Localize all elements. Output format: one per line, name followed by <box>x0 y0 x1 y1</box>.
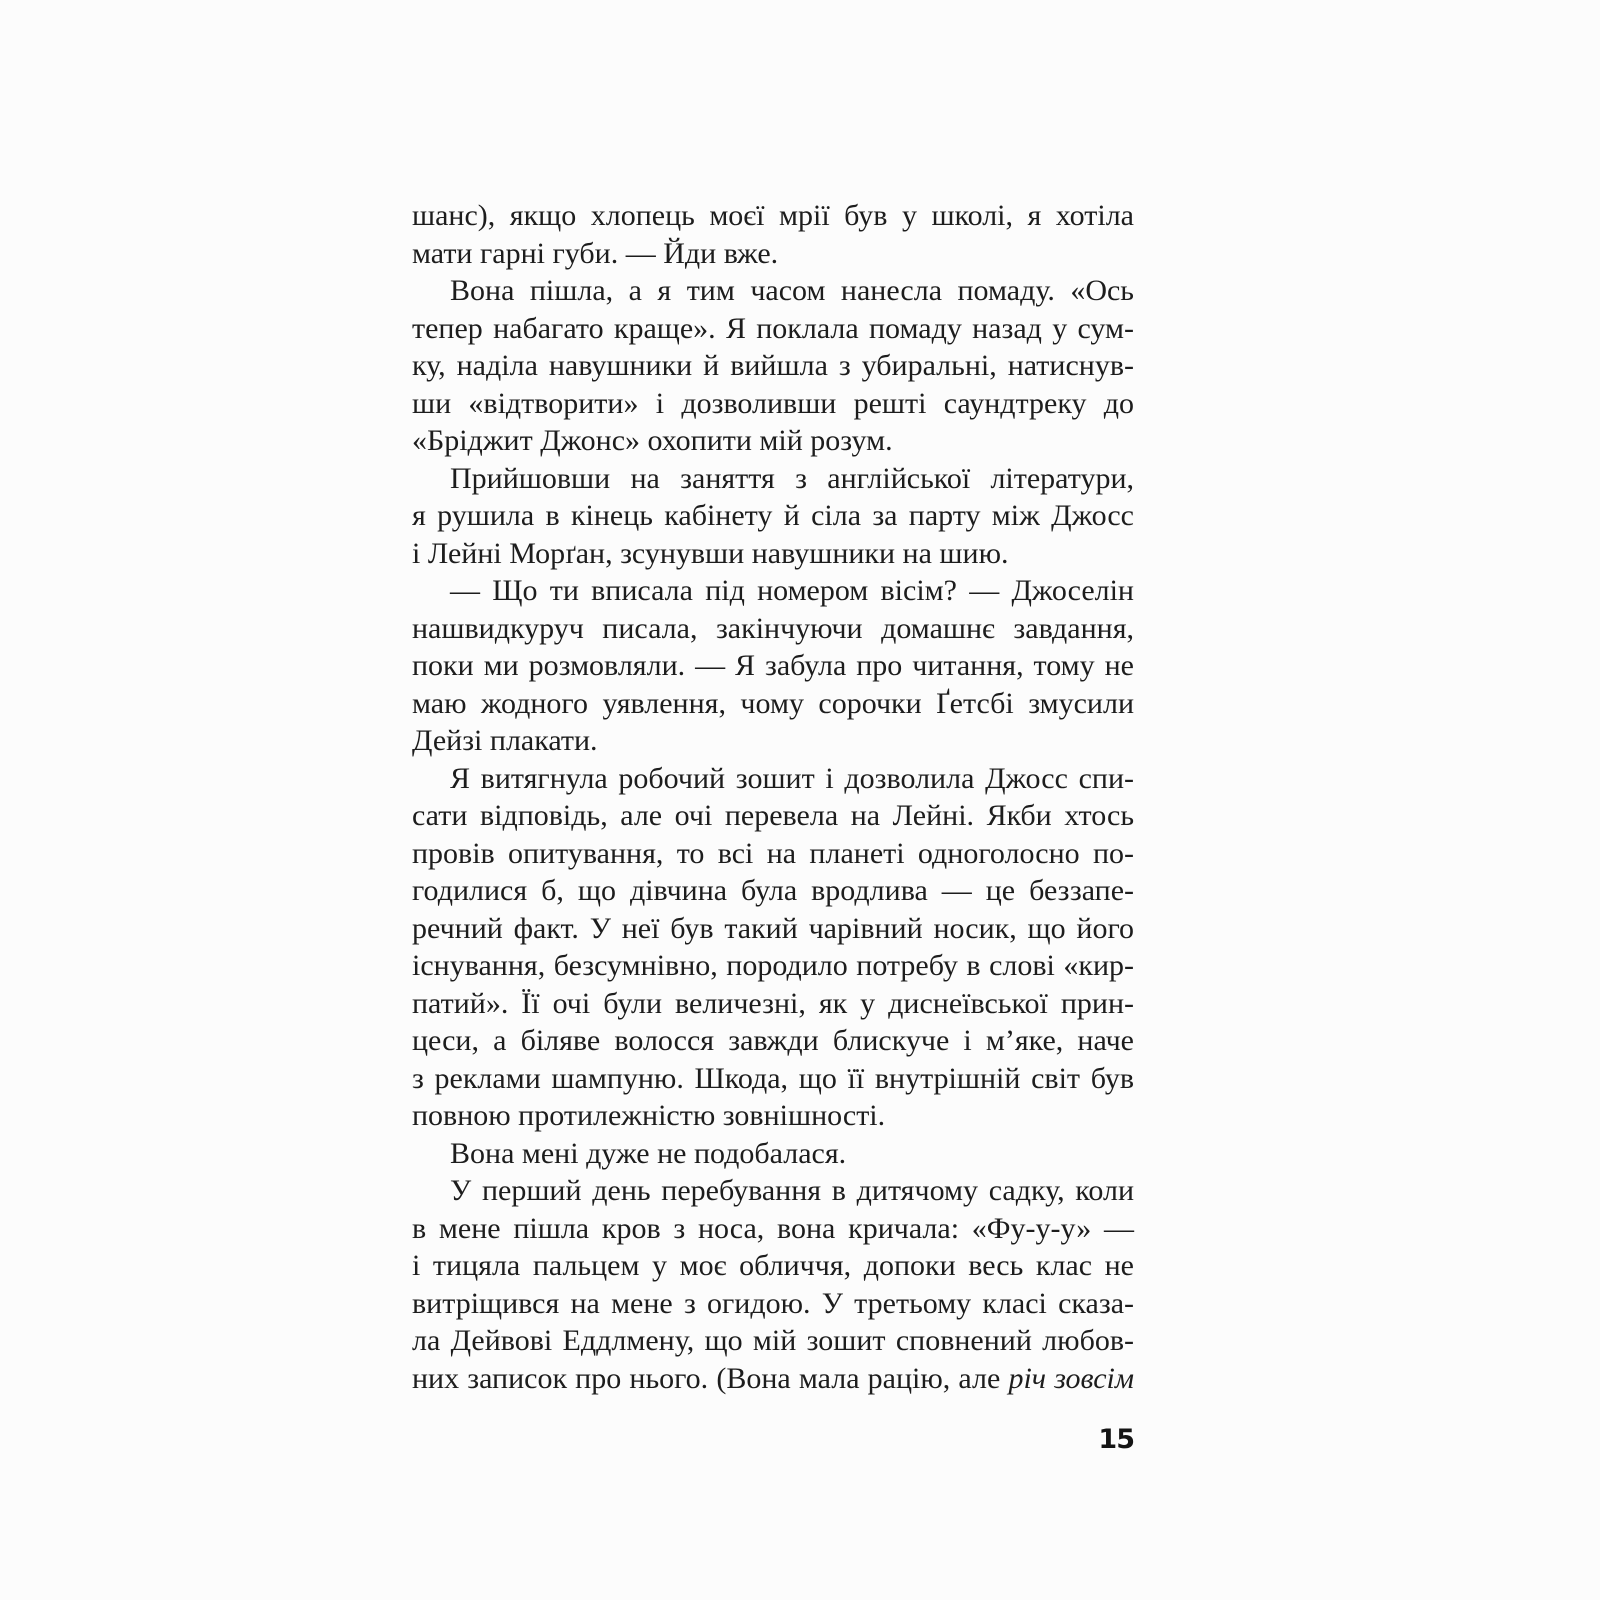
text-line: Вона мені дуже не подобалася. <box>450 1136 847 1170</box>
paragraph <box>412 1135 1134 1173</box>
text-line: сати відповідь, але очі перевела на Лейні. Якби хтось <box>412 799 1134 832</box>
text-line: існування, безсумнівно, породило потребу в слові «кир- <box>412 949 1134 982</box>
page-number: 15 <box>1098 1424 1134 1455</box>
text-segment: них записок про нього. (Вона мала рацію, але <box>412 1361 1009 1395</box>
text-line: маю жодного уявлення, чому сорочки Ґетсбі змусили <box>412 686 1134 720</box>
text-line: цеси, а біляве волосся завжди блискуче і м’яке, наче <box>412 1024 1134 1057</box>
text-line: годилися б, що дівчина була вродлива — це беззапе- <box>412 874 1134 907</box>
paragraph <box>412 197 1134 272</box>
text-line: ку, наділа навушники й вийшла з убиральні, натиснув- <box>412 349 1134 382</box>
text-line: тепер набагато краще». Я поклала помаду назад у сум- <box>412 311 1134 345</box>
paragraph <box>412 1172 1134 1397</box>
page-text-column <box>412 197 1134 1397</box>
text-line: нашвидкуруч писала, закінчуючи домашнє завдання, <box>412 611 1134 645</box>
text-line: шанс), якщо хлопець моєї мрії був у школі, я хотіла <box>412 199 1134 232</box>
text-line: — Що ти вписала під номером вісім? — Джоселін <box>450 574 1134 607</box>
text-line: провів опитування, то всі на планеті одноголосно по- <box>412 836 1134 870</box>
text-line <box>412 1360 1134 1398</box>
text-line: повною протилежністю зовнішності. <box>412 1099 886 1132</box>
text-line: поки ми розмовляли. — Я забула про читання, тому не <box>412 649 1134 682</box>
text-line: Я витягнула робочий зошит і дозволила Джосс спи- <box>450 761 1134 795</box>
paragraph <box>412 760 1134 1135</box>
text-line: в мене пішла кров з носа, вона кричала: «Фу-у-у» — <box>412 1211 1134 1245</box>
text-line: Дейзі плакати. <box>412 724 598 757</box>
text-line: Вона пішла, а я тим часом нанесла помаду. «Ось <box>450 274 1134 307</box>
text-line: ши «відтворити» і дозволивши решті саундтреку до <box>412 386 1134 420</box>
paragraph <box>412 572 1134 760</box>
text-line: з реклами шампуню. Шкода, що її внутрішній світ був <box>412 1061 1134 1095</box>
text-line: патий». Її очі були величезні, як у диснеївської прин- <box>412 986 1134 1020</box>
text-line: «Бріджит Джонс» охопити мій розум. <box>412 424 893 457</box>
text-line: ла Дейвові Еддлмену, що мій зошит сповнений любов- <box>412 1324 1134 1357</box>
text-line: я рушила в кінець кабінету й сіла за парту між Джосс <box>412 499 1134 532</box>
text-line: мати гарні губи. — Йди вже. <box>412 236 779 270</box>
text-line: У перший день перебування в дитячому садку, коли <box>450 1174 1134 1207</box>
text-line: речний факт. У неї був такий чарівний носик, що його <box>412 911 1134 945</box>
text-line: витріщився на мене з огидою. У третьому класі сказа- <box>412 1286 1134 1320</box>
text-line: і Лейні Морґан, зсунувши навушники на шию. <box>412 536 1009 570</box>
italic-text-segment: річ зовсім <box>1008 1361 1134 1395</box>
text-line: і тицяла пальцем у моє обличчя, допоки весь клас не <box>412 1249 1134 1282</box>
paragraph <box>412 460 1134 573</box>
paragraph <box>412 272 1134 460</box>
text-line: Прийшовши на заняття з англійської літератури, <box>450 461 1134 495</box>
